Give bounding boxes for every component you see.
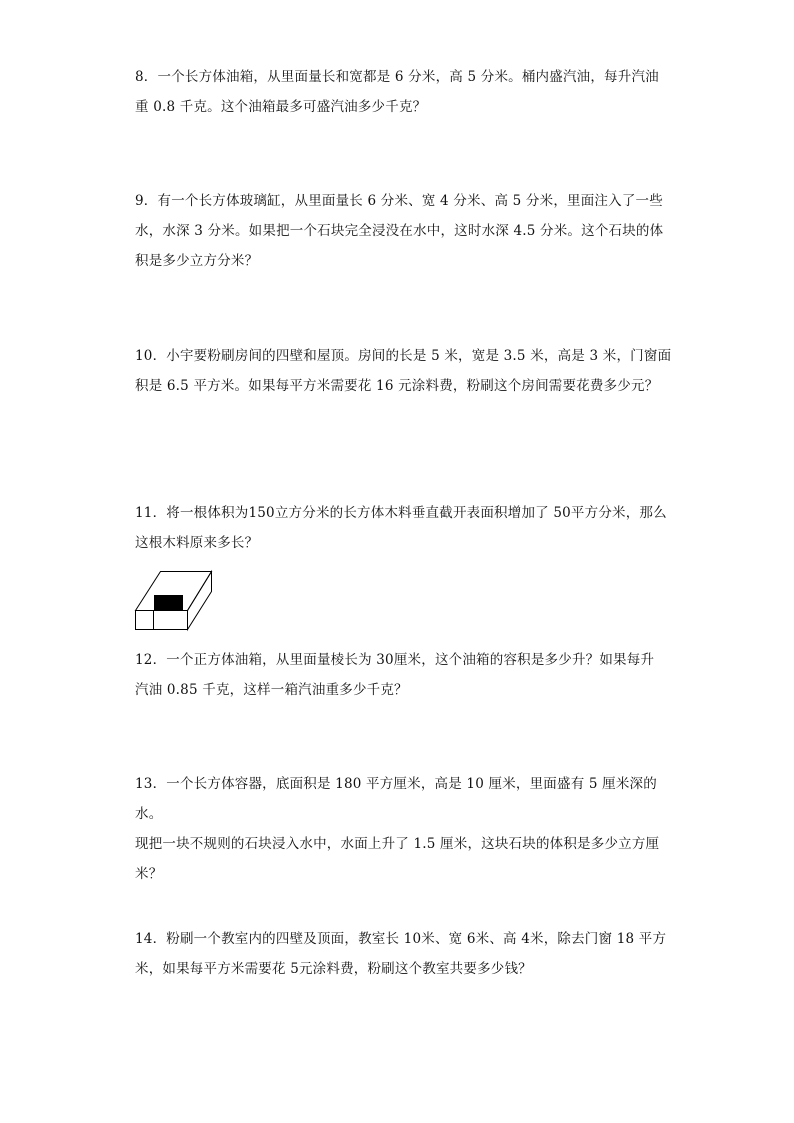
cuboid-cut-section-icon	[134, 568, 214, 632]
problem-number: 14．	[135, 931, 167, 947]
problem-number: 10．	[135, 348, 167, 364]
problem-line: 10．小宇要粉刷房间的四壁和屋顶。房间的长是 5 米，宽是 3.5 米，高是 3 米，门窗面	[135, 348, 672, 364]
problem-13	[135, 769, 675, 889]
problem-10	[135, 341, 675, 401]
problem-line: 13．一个长方体容器，底面积是 180 平方厘米，高是 10 厘米，里面盛有 5 厘米深的水。	[135, 776, 657, 822]
problem-line: 重 0.8 千克。这个油箱最多可盛汽油多少千克？	[135, 99, 427, 115]
problem-number: 9．	[135, 193, 158, 209]
problem-9	[135, 186, 675, 276]
cuboid-figure	[134, 568, 214, 632]
problem-line: 11．将一根体积为150立方分米的长方体木料垂直截开表面积增加了 50平方分米，那么	[135, 505, 667, 521]
cuboid-side-face	[188, 572, 212, 630]
problem-line: 汽油 0.85 千克，这样一箱汽油重多少千克？	[135, 682, 408, 698]
problem-number: 8．	[135, 69, 158, 85]
problem-line: 米，如果每平方米需要花 5元涂料费，粉刷这个教室共要多少钱？	[135, 961, 532, 977]
problem-number: 12．	[135, 652, 167, 668]
problem-line: 积是多少立方分米？	[135, 253, 259, 269]
problem-line: 这根木料原来多长？	[135, 535, 259, 551]
problem-number: 13．	[135, 776, 167, 792]
problem-line: 水，水深 3 分米。如果把一个石块完全浸没在水中，这时水深 4.5 分米。这个石块的体	[135, 223, 664, 239]
cuboid-front-face	[136, 611, 188, 630]
problem-line: 现把一块不规则的石块浸入水中，水面上升了 1.5 厘米，这块石块的体积是多少立方厘	[135, 836, 660, 852]
cross-section-shade	[154, 595, 183, 611]
problem-line: 米？	[135, 866, 163, 882]
problem-14	[135, 924, 675, 984]
problem-8	[135, 62, 675, 122]
problem-line: 14．粉刷一个教室内的四壁及顶面，教室长 10米、宽 6米、高 4米，除去门窗 18 平方	[135, 931, 667, 947]
problem-12	[135, 645, 675, 705]
problem-line: 8．一个长方体油箱，从里面量长和宽都是 6 分米，高 5 分米。桶内盛汽油，每升汽油	[135, 69, 659, 85]
problem-line: 12．一个正方体油箱，从里面量棱长为 30厘米，这个油箱的容积是多少升？如果每升	[135, 652, 655, 668]
problem-11	[135, 498, 675, 558]
problem-line: 9．有一个长方体玻璃缸，从里面量长 6 分米、宽 4 分米、高 5 分米，里面注入了一些	[135, 193, 663, 209]
problem-line: 积是 6.5 平方米。如果每平方米需要花 16 元涂料费，粉刷这个房间需要花费多少元？	[135, 378, 659, 394]
problem-number: 11．	[135, 505, 167, 521]
